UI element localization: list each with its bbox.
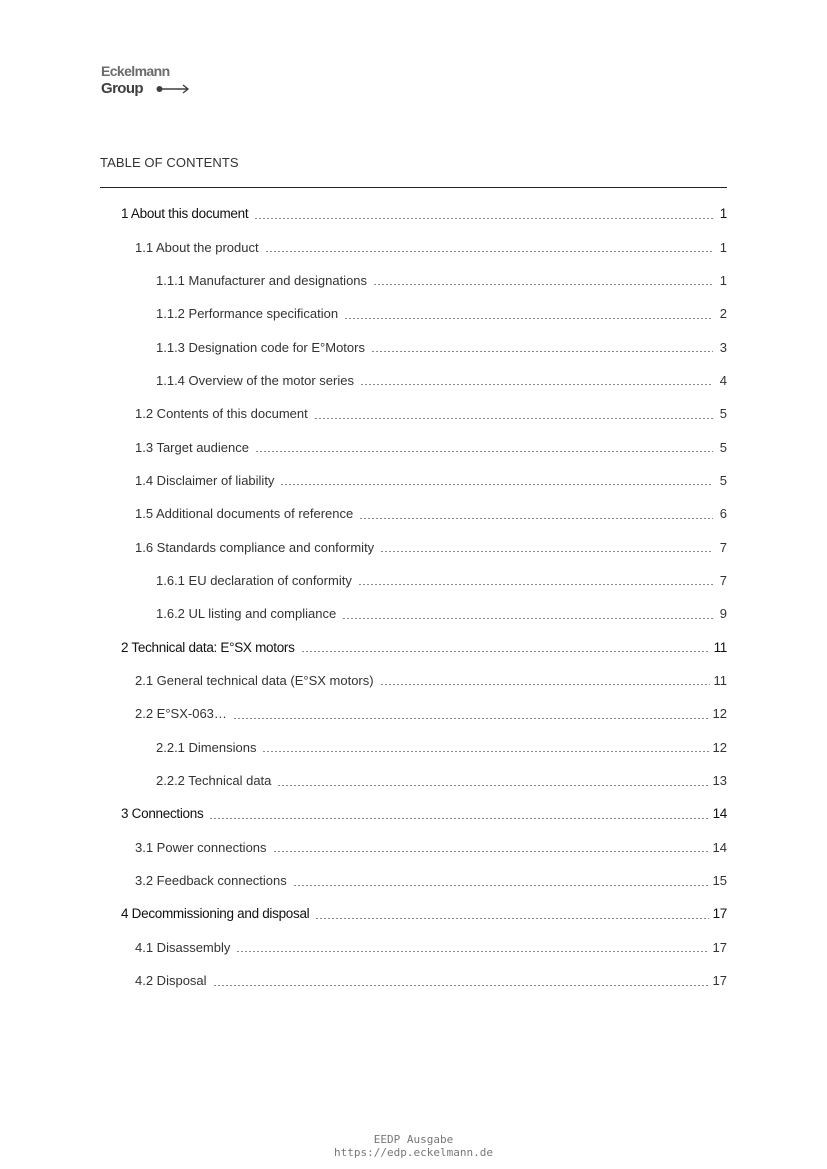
toc-entry[interactable] [0, 831, 827, 864]
toc-entry-title: 2.2.2 Technical data [156, 773, 272, 789]
toc-entry-page-number: 5 [719, 472, 727, 488]
toc-entry-page-number: 13 [712, 773, 727, 789]
toc-entry-page-number: 17 [712, 939, 727, 955]
toc-dot-leader [213, 985, 709, 986]
toc-entry-title: 3.2 Feedback connections [135, 873, 287, 889]
toc-dot-leader [265, 251, 713, 252]
toc-entry-page-number: 7 [719, 572, 727, 588]
toc-entry[interactable] [0, 564, 827, 597]
toc-heading: TABLE OF CONTENTS [100, 155, 239, 170]
toc-entry[interactable] [0, 264, 827, 297]
toc-dot-leader [301, 651, 710, 652]
toc-entry-page-number: 15 [712, 873, 727, 889]
logo-text-eckelmann: Eckelmann [101, 63, 170, 79]
toc-entry-title: 3.1 Power connections [135, 839, 267, 855]
toc-entry-title: 4 Decommissioning and disposal [121, 906, 310, 922]
toc-dot-leader [360, 384, 713, 385]
toc-entry-title: 1.6.1 EU declaration of conformity [156, 572, 352, 588]
company-logo [101, 63, 201, 99]
toc-entry-title: 1.4 Disclaimer of liability [135, 472, 275, 488]
toc-entry-page-number: 1 [719, 239, 727, 255]
toc-dot-leader [373, 284, 713, 285]
footer-url[interactable]: https://edp.eckelmann.de [334, 1146, 493, 1159]
toc-dot-leader [358, 584, 713, 585]
toc-entry-page-number: 12 [712, 739, 727, 755]
toc-entry[interactable] [0, 397, 827, 430]
toc-entry[interactable] [0, 197, 827, 230]
toc-entry-title: 1 About this document [121, 206, 249, 222]
toc-dot-leader [380, 551, 713, 552]
toc-entry-title: 1.1.1 Manufacturer and designations [156, 272, 368, 288]
arrow-right-icon [156, 83, 192, 95]
toc-entry[interactable] [0, 630, 827, 663]
toc-entry-title: 2 Technical data: E°SX motors [121, 639, 295, 655]
toc-entry-title: 4.2 Disposal [135, 973, 207, 989]
toc-entry-page-number: 17 [712, 973, 727, 989]
toc-dot-leader [315, 918, 708, 919]
toc-entry[interactable] [0, 864, 827, 897]
toc-dot-leader [277, 785, 708, 786]
toc-entry-title: 4.1 Disassembly [135, 939, 231, 955]
toc-entry[interactable] [0, 664, 827, 697]
toc-entry-page-number: 6 [719, 506, 727, 522]
toc-dot-leader [371, 351, 713, 352]
toc-dot-leader [273, 851, 709, 852]
toc-entry[interactable] [0, 764, 827, 797]
toc-entry-page-number: 9 [719, 606, 727, 622]
toc-entry-page-number: 5 [719, 439, 727, 455]
toc-entry[interactable] [0, 797, 827, 830]
toc-entry-page-number: 4 [719, 372, 727, 388]
toc-dot-leader [380, 684, 710, 685]
toc-entry[interactable] [0, 464, 827, 497]
toc-entry[interactable] [0, 931, 827, 964]
toc-entry[interactable] [0, 430, 827, 463]
toc-entry-title: 2.2 E°SX-063… [135, 706, 227, 722]
toc-dot-leader [293, 885, 709, 886]
table-of-contents [0, 197, 827, 997]
footer-edition: EEDP Ausgabe [373, 1133, 454, 1146]
toc-entry-page-number: 11 [713, 672, 727, 688]
toc-entry-title: 1.6.2 UL listing and compliance [156, 606, 337, 622]
toc-entry[interactable] [0, 731, 827, 764]
toc-entry-page-number: 1 [719, 272, 727, 288]
toc-dot-leader [236, 951, 708, 952]
toc-entry[interactable] [0, 497, 827, 530]
toc-entry[interactable] [0, 597, 827, 630]
toc-dot-leader [359, 518, 713, 519]
toc-dot-leader [209, 818, 708, 819]
toc-dot-leader [344, 318, 713, 319]
toc-entry-page-number: 2 [719, 306, 727, 322]
toc-entry[interactable] [0, 697, 827, 730]
toc-entry-page-number: 14 [712, 839, 727, 855]
toc-entry-title: 1.1.3 Designation code for E°Motors [156, 339, 365, 355]
toc-entry-page-number: 17 [712, 906, 727, 922]
toc-divider [100, 187, 727, 188]
toc-entry[interactable] [0, 230, 827, 263]
toc-entry[interactable] [0, 530, 827, 563]
toc-entry-title: 1.5 Additional documents of reference [135, 506, 354, 522]
toc-entry[interactable] [0, 897, 827, 930]
toc-entry-title: 1.2 Contents of this document [135, 406, 308, 422]
toc-dot-leader [314, 418, 713, 419]
toc-dot-leader [255, 451, 713, 452]
toc-entry-title: 2.2.1 Dimensions [156, 739, 257, 755]
toc-entry[interactable] [0, 364, 827, 397]
toc-entry-title: 3 Connections [121, 806, 204, 822]
toc-entry[interactable] [0, 964, 827, 997]
toc-entry-title: 1.1 About the product [135, 239, 259, 255]
toc-dot-leader [342, 618, 713, 619]
toc-entry-page-number: 12 [712, 706, 727, 722]
toc-dot-leader [233, 718, 709, 719]
toc-entry-page-number: 5 [719, 406, 727, 422]
toc-entry-page-number: 3 [719, 339, 727, 355]
toc-entry-title: 1.1.4 Overview of the motor series [156, 372, 354, 388]
toc-dot-leader [262, 751, 708, 752]
toc-entry-page-number: 11 [713, 639, 727, 655]
toc-entry-title: 1.1.2 Performance specification [156, 306, 339, 322]
toc-entry-page-number: 1 [719, 206, 727, 222]
toc-entry[interactable] [0, 297, 827, 330]
toc-entry-title: 1.6 Standards compliance and conformity [135, 539, 375, 555]
toc-dot-leader [254, 218, 713, 219]
toc-entry-page-number: 14 [712, 806, 727, 822]
toc-entry-page-number: 7 [719, 539, 727, 555]
toc-entry-title: 1.3 Target audience [135, 439, 249, 455]
toc-entry-title: 2.1 General technical data (E°SX motors) [135, 672, 374, 688]
toc-entry[interactable] [0, 330, 827, 363]
toc-dot-leader [280, 484, 713, 485]
page-footer [0, 1133, 827, 1159]
logo-text-group: Group [101, 80, 143, 97]
